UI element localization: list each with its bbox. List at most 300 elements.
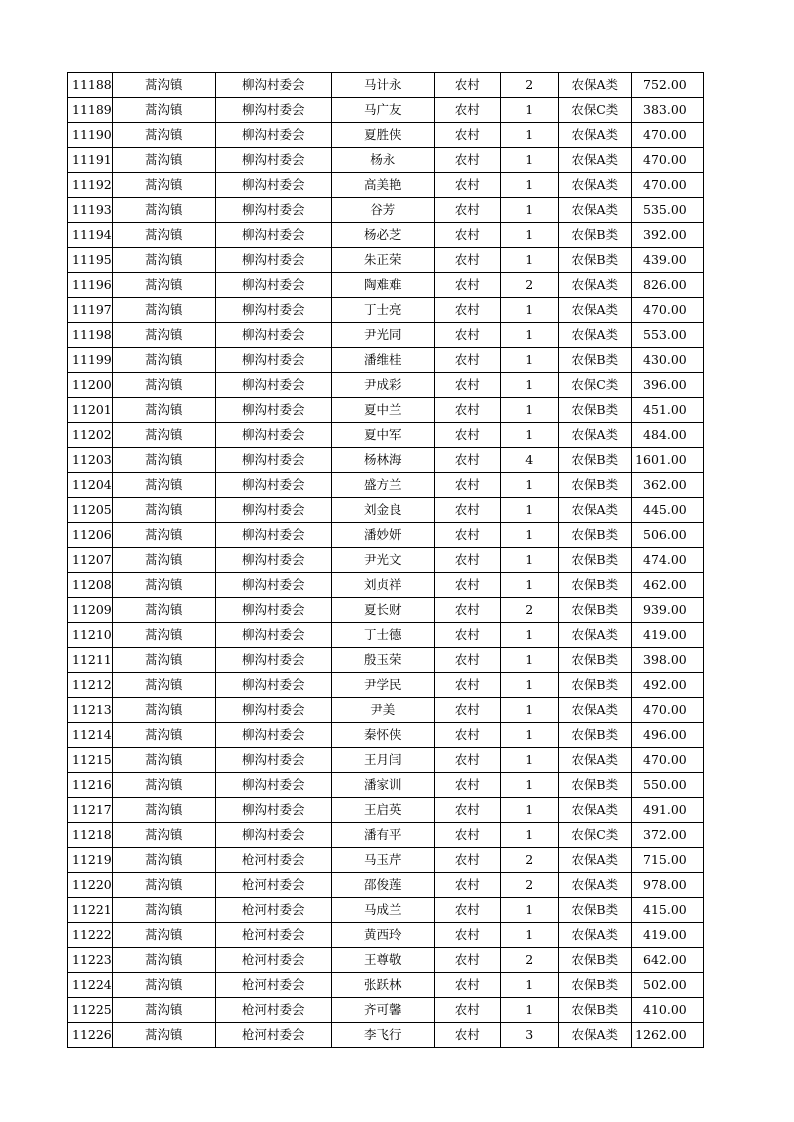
name-cell: 殷玉荣 [331,648,434,673]
insurance-category-cell: 农保A类 [558,198,631,223]
insurance-category-cell: 农保A类 [558,748,631,773]
household-size-cell: 1 [500,973,558,998]
insurance-category-cell: 农保A类 [558,798,631,823]
village-committee-cell: 柳沟村委会 [215,673,331,698]
amount-cell: 502.00 [631,973,703,998]
village-committee-cell: 柳沟村委会 [215,548,331,573]
insurance-category-cell: 农保A类 [558,873,631,898]
household-size-cell: 1 [500,673,558,698]
insurance-category-cell: 农保B类 [558,948,631,973]
household-size-cell: 1 [500,823,558,848]
insurance-category-cell: 农保B类 [558,973,631,998]
table-row [68,423,704,448]
area-type-cell: 农村 [434,548,500,573]
amount-cell: 470.00 [631,698,703,723]
name-cell: 齐可馨 [331,998,434,1023]
area-type-cell: 农村 [434,348,500,373]
town-cell: 蒿沟镇 [112,673,215,698]
table-row [68,873,704,898]
household-size-cell: 2 [500,73,558,98]
town-cell: 蒿沟镇 [112,498,215,523]
amount-cell: 715.00 [631,848,703,873]
village-committee-cell: 枪河村委会 [215,1023,331,1048]
household-size-cell: 1 [500,148,558,173]
amount-cell: 470.00 [631,123,703,148]
table-row [68,173,704,198]
area-type-cell: 农村 [434,948,500,973]
village-committee-cell: 枪河村委会 [215,973,331,998]
amount-cell: 752.00 [631,73,703,98]
area-type-cell: 农村 [434,398,500,423]
household-size-cell: 2 [500,948,558,973]
household-size-cell: 1 [500,723,558,748]
town-cell: 蒿沟镇 [112,298,215,323]
village-committee-cell: 柳沟村委会 [215,748,331,773]
town-cell: 蒿沟镇 [112,898,215,923]
village-committee-cell: 枪河村委会 [215,923,331,948]
town-cell: 蒿沟镇 [112,623,215,648]
record-id-cell: 11208 [68,573,113,598]
town-cell: 蒿沟镇 [112,773,215,798]
record-id-cell: 11189 [68,98,113,123]
town-cell: 蒿沟镇 [112,73,215,98]
record-id-cell: 11193 [68,198,113,223]
table-row [68,498,704,523]
record-id-cell: 11197 [68,298,113,323]
town-cell: 蒿沟镇 [112,373,215,398]
table-row [68,773,704,798]
insurance-category-cell: 农保C类 [558,823,631,848]
household-size-cell: 3 [500,1023,558,1048]
household-size-cell: 2 [500,598,558,623]
household-size-cell: 1 [500,923,558,948]
table-body [68,73,704,1048]
table-row [68,823,704,848]
area-type-cell: 农村 [434,573,500,598]
record-id-cell: 11204 [68,473,113,498]
town-cell: 蒿沟镇 [112,948,215,973]
record-id-cell: 11206 [68,523,113,548]
amount-cell: 535.00 [631,198,703,223]
town-cell: 蒿沟镇 [112,598,215,623]
town-cell: 蒿沟镇 [112,223,215,248]
area-type-cell: 农村 [434,898,500,923]
amount-cell: 415.00 [631,898,703,923]
insurance-category-cell: 农保B类 [558,523,631,548]
household-size-cell: 1 [500,98,558,123]
name-cell: 尹学民 [331,673,434,698]
insurance-category-cell: 农保A类 [558,848,631,873]
amount-cell: 1262.00 [631,1023,703,1048]
name-cell: 夏长财 [331,598,434,623]
area-type-cell: 农村 [434,723,500,748]
area-type-cell: 农村 [434,223,500,248]
amount-cell: 553.00 [631,323,703,348]
record-id-cell: 11203 [68,448,113,473]
village-committee-cell: 柳沟村委会 [215,323,331,348]
table-row [68,923,704,948]
amount-cell: 451.00 [631,398,703,423]
insurance-category-cell: 农保B类 [558,773,631,798]
town-cell: 蒿沟镇 [112,973,215,998]
table-row [68,723,704,748]
village-committee-cell: 柳沟村委会 [215,773,331,798]
record-id-cell: 11207 [68,548,113,573]
town-cell: 蒿沟镇 [112,848,215,873]
table-row [68,473,704,498]
amount-cell: 491.00 [631,798,703,823]
area-type-cell: 农村 [434,873,500,898]
insurance-category-cell: 农保B类 [558,548,631,573]
amount-cell: 978.00 [631,873,703,898]
household-size-cell: 2 [500,848,558,873]
table-row [68,898,704,923]
record-id-cell: 11200 [68,373,113,398]
record-id-cell: 11198 [68,323,113,348]
village-committee-cell: 柳沟村委会 [215,148,331,173]
amount-cell: 419.00 [631,623,703,648]
insurance-category-cell: 农保B类 [558,573,631,598]
insurance-category-cell: 农保B类 [558,473,631,498]
insurance-category-cell: 农保A类 [558,173,631,198]
table-row [68,323,704,348]
table-row [68,373,704,398]
name-cell: 潘维桂 [331,348,434,373]
village-committee-cell: 柳沟村委会 [215,173,331,198]
record-id-cell: 11222 [68,923,113,948]
amount-cell: 445.00 [631,498,703,523]
amount-cell: 470.00 [631,148,703,173]
area-type-cell: 农村 [434,923,500,948]
village-committee-cell: 柳沟村委会 [215,523,331,548]
insurance-category-cell: 农保B类 [558,673,631,698]
insurance-category-cell: 农保B类 [558,348,631,373]
household-size-cell: 1 [500,173,558,198]
village-committee-cell: 柳沟村委会 [215,448,331,473]
amount-cell: 372.00 [631,823,703,848]
name-cell: 盛方兰 [331,473,434,498]
town-cell: 蒿沟镇 [112,698,215,723]
record-id-cell: 11194 [68,223,113,248]
record-id-cell: 11220 [68,873,113,898]
amount-cell: 506.00 [631,523,703,548]
table-row [68,573,704,598]
table-row [68,348,704,373]
amount-cell: 439.00 [631,248,703,273]
village-committee-cell: 柳沟村委会 [215,123,331,148]
area-type-cell: 农村 [434,373,500,398]
insurance-category-cell: 农保B类 [558,598,631,623]
insurance-category-cell: 农保B类 [558,248,631,273]
village-committee-cell: 柳沟村委会 [215,598,331,623]
name-cell: 马成兰 [331,898,434,923]
record-id-cell: 11225 [68,998,113,1023]
amount-cell: 362.00 [631,473,703,498]
name-cell: 马玉芹 [331,848,434,873]
town-cell: 蒿沟镇 [112,148,215,173]
town-cell: 蒿沟镇 [112,798,215,823]
village-committee-cell: 柳沟村委会 [215,473,331,498]
table-row [68,398,704,423]
table-row [68,1023,704,1048]
table-row [68,998,704,1023]
village-committee-cell: 柳沟村委会 [215,198,331,223]
name-cell: 张跃林 [331,973,434,998]
household-size-cell: 1 [500,323,558,348]
record-id-cell: 11199 [68,348,113,373]
area-type-cell: 农村 [434,773,500,798]
household-size-cell: 1 [500,473,558,498]
amount-cell: 492.00 [631,673,703,698]
name-cell: 丁士德 [331,623,434,648]
table-row [68,598,704,623]
name-cell: 杨永 [331,148,434,173]
name-cell: 尹光文 [331,548,434,573]
household-size-cell: 1 [500,648,558,673]
record-id-cell: 11212 [68,673,113,698]
area-type-cell: 农村 [434,248,500,273]
name-cell: 刘贞祥 [331,573,434,598]
amount-cell: 1601.00 [631,448,703,473]
table-row [68,798,704,823]
name-cell: 潘妙妍 [331,523,434,548]
area-type-cell: 农村 [434,98,500,123]
area-type-cell: 农村 [434,598,500,623]
record-id-cell: 11215 [68,748,113,773]
record-id-cell: 11210 [68,623,113,648]
amount-cell: 550.00 [631,773,703,798]
amount-cell: 392.00 [631,223,703,248]
village-committee-cell: 柳沟村委会 [215,648,331,673]
table-row [68,673,704,698]
amount-cell: 939.00 [631,598,703,623]
household-size-cell: 1 [500,373,558,398]
table-row [68,98,704,123]
household-size-cell: 1 [500,523,558,548]
town-cell: 蒿沟镇 [112,323,215,348]
town-cell: 蒿沟镇 [112,648,215,673]
table-row [68,548,704,573]
area-type-cell: 农村 [434,973,500,998]
insurance-category-cell: 农保A类 [558,273,631,298]
household-size-cell: 1 [500,423,558,448]
table-row [68,523,704,548]
name-cell: 陶难难 [331,273,434,298]
name-cell: 朱正荣 [331,248,434,273]
name-cell: 尹成彩 [331,373,434,398]
record-id-cell: 11224 [68,973,113,998]
area-type-cell: 农村 [434,623,500,648]
record-id-cell: 11213 [68,698,113,723]
town-cell: 蒿沟镇 [112,248,215,273]
town-cell: 蒿沟镇 [112,398,215,423]
record-id-cell: 11217 [68,798,113,823]
village-committee-cell: 柳沟村委会 [215,298,331,323]
insurance-category-cell: 农保A类 [558,698,631,723]
town-cell: 蒿沟镇 [112,723,215,748]
village-committee-cell: 柳沟村委会 [215,248,331,273]
town-cell: 蒿沟镇 [112,448,215,473]
name-cell: 王月闫 [331,748,434,773]
name-cell: 尹光同 [331,323,434,348]
insurance-category-cell: 农保A类 [558,298,631,323]
area-type-cell: 农村 [434,698,500,723]
amount-cell: 496.00 [631,723,703,748]
amount-cell: 396.00 [631,373,703,398]
name-cell: 高美艳 [331,173,434,198]
village-committee-cell: 柳沟村委会 [215,398,331,423]
village-committee-cell: 柳沟村委会 [215,698,331,723]
insurance-category-cell: 农保B类 [558,648,631,673]
household-size-cell: 1 [500,198,558,223]
name-cell: 潘有平 [331,823,434,848]
record-id-cell: 11219 [68,848,113,873]
insurance-category-cell: 农保B类 [558,398,631,423]
record-id-cell: 11223 [68,948,113,973]
table-row [68,698,704,723]
town-cell: 蒿沟镇 [112,98,215,123]
amount-cell: 642.00 [631,948,703,973]
amount-cell: 470.00 [631,748,703,773]
name-cell: 马广友 [331,98,434,123]
amount-cell: 419.00 [631,923,703,948]
table-row [68,198,704,223]
village-committee-cell: 柳沟村委会 [215,273,331,298]
town-cell: 蒿沟镇 [112,1023,215,1048]
area-type-cell: 农村 [434,498,500,523]
area-type-cell: 农村 [434,748,500,773]
record-id-cell: 11195 [68,248,113,273]
record-id-cell: 11191 [68,148,113,173]
name-cell: 秦怀侠 [331,723,434,748]
table-row [68,748,704,773]
insurance-category-cell: 农保A类 [558,623,631,648]
insurance-category-cell: 农保A类 [558,73,631,98]
insurance-category-cell: 农保A类 [558,123,631,148]
table-row [68,298,704,323]
town-cell: 蒿沟镇 [112,473,215,498]
household-size-cell: 1 [500,748,558,773]
area-type-cell: 农村 [434,323,500,348]
name-cell: 邵俊莲 [331,873,434,898]
village-committee-cell: 柳沟村委会 [215,73,331,98]
table-row [68,623,704,648]
amount-cell: 474.00 [631,548,703,573]
town-cell: 蒿沟镇 [112,548,215,573]
town-cell: 蒿沟镇 [112,423,215,448]
town-cell: 蒿沟镇 [112,523,215,548]
insurance-category-cell: 农保A类 [558,498,631,523]
household-size-cell: 1 [500,573,558,598]
town-cell: 蒿沟镇 [112,998,215,1023]
household-size-cell: 4 [500,448,558,473]
table-row [68,973,704,998]
household-size-cell: 1 [500,398,558,423]
record-id-cell: 11226 [68,1023,113,1048]
area-type-cell: 农村 [434,473,500,498]
table-row [68,448,704,473]
village-committee-cell: 枪河村委会 [215,998,331,1023]
amount-cell: 383.00 [631,98,703,123]
town-cell: 蒿沟镇 [112,273,215,298]
area-type-cell: 农村 [434,448,500,473]
area-type-cell: 农村 [434,123,500,148]
name-cell: 李飞行 [331,1023,434,1048]
record-id-cell: 11221 [68,898,113,923]
table-row [68,648,704,673]
amount-cell: 470.00 [631,173,703,198]
insurance-category-cell: 农保A类 [558,923,631,948]
town-cell: 蒿沟镇 [112,173,215,198]
village-committee-cell: 柳沟村委会 [215,348,331,373]
town-cell: 蒿沟镇 [112,823,215,848]
insurance-category-cell: 农保B类 [558,898,631,923]
village-committee-cell: 柳沟村委会 [215,223,331,248]
area-type-cell: 农村 [434,423,500,448]
household-size-cell: 1 [500,773,558,798]
insurance-category-cell: 农保A类 [558,323,631,348]
area-type-cell: 农村 [434,998,500,1023]
household-size-cell: 1 [500,123,558,148]
town-cell: 蒿沟镇 [112,348,215,373]
household-size-cell: 1 [500,498,558,523]
area-type-cell: 农村 [434,298,500,323]
record-id-cell: 11205 [68,498,113,523]
amount-cell: 470.00 [631,298,703,323]
name-cell: 谷芳 [331,198,434,223]
area-type-cell: 农村 [434,523,500,548]
area-type-cell: 农村 [434,148,500,173]
insurance-category-cell: 农保B类 [558,223,631,248]
insurance-category-cell: 农保A类 [558,1023,631,1048]
table-row [68,248,704,273]
record-id-cell: 11216 [68,773,113,798]
household-size-cell: 1 [500,998,558,1023]
table-row [68,148,704,173]
town-cell: 蒿沟镇 [112,573,215,598]
household-size-cell: 1 [500,623,558,648]
record-id-cell: 11190 [68,123,113,148]
town-cell: 蒿沟镇 [112,923,215,948]
name-cell: 潘家训 [331,773,434,798]
table-row [68,123,704,148]
household-size-cell: 1 [500,248,558,273]
name-cell: 刘金良 [331,498,434,523]
area-type-cell: 农村 [434,198,500,223]
insurance-category-cell: 农保A类 [558,423,631,448]
village-committee-cell: 柳沟村委会 [215,823,331,848]
village-committee-cell: 柳沟村委会 [215,98,331,123]
area-type-cell: 农村 [434,798,500,823]
amount-cell: 398.00 [631,648,703,673]
name-cell: 夏中兰 [331,398,434,423]
insurance-category-cell: 农保B类 [558,998,631,1023]
record-id-cell: 11209 [68,598,113,623]
table-row [68,223,704,248]
household-size-cell: 1 [500,223,558,248]
name-cell: 马计永 [331,73,434,98]
area-type-cell: 农村 [434,648,500,673]
village-committee-cell: 柳沟村委会 [215,423,331,448]
table-row [68,273,704,298]
record-id-cell: 11214 [68,723,113,748]
record-id-cell: 11192 [68,173,113,198]
household-size-cell: 1 [500,898,558,923]
household-size-cell: 1 [500,298,558,323]
village-committee-cell: 柳沟村委会 [215,723,331,748]
amount-cell: 826.00 [631,273,703,298]
area-type-cell: 农村 [434,823,500,848]
